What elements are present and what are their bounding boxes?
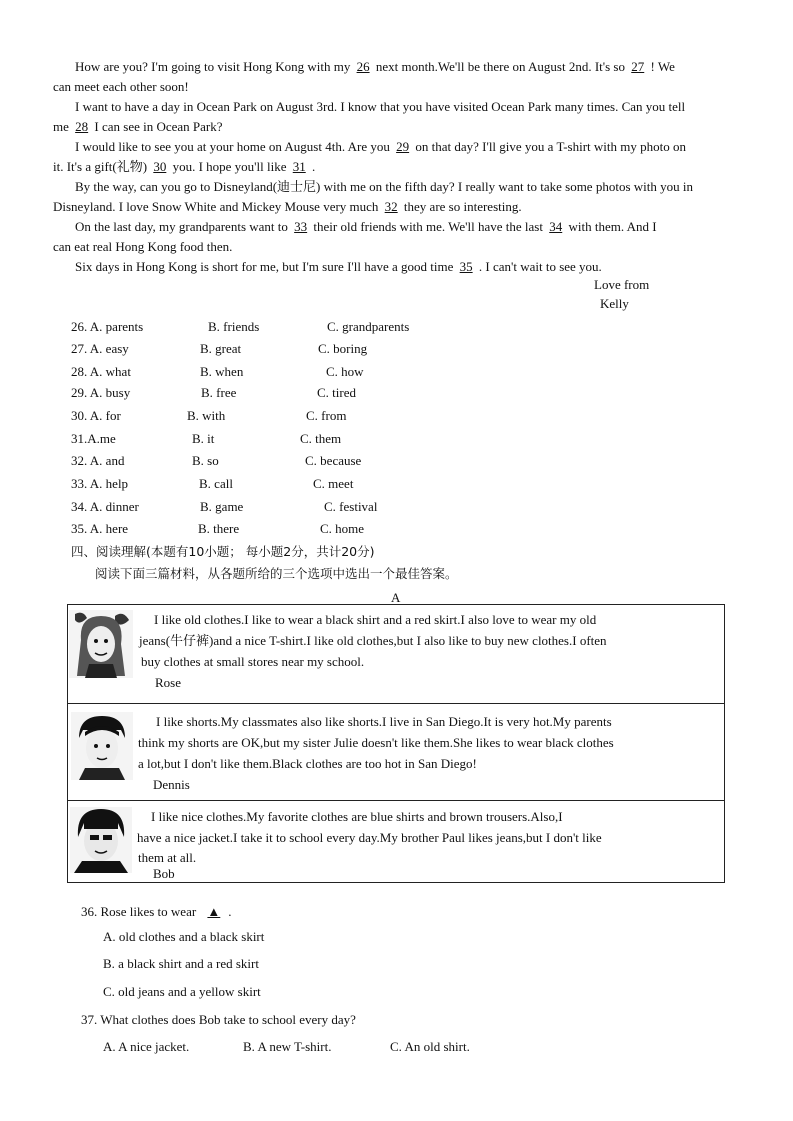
option-b: B. free	[201, 385, 237, 400]
option-b: B. with	[187, 408, 226, 423]
blank-30: 30	[153, 159, 167, 174]
option-c: C. because	[305, 453, 362, 468]
blank-26: 26	[356, 59, 370, 74]
option-c: C. boring	[318, 341, 368, 356]
text: it. It's a gift(礼物)	[53, 159, 148, 174]
text: I would like to see you at your home on August 4th. Are you	[75, 139, 390, 154]
table-row	[68, 800, 724, 884]
option-b: B. it	[192, 431, 215, 446]
text: .	[311, 159, 316, 174]
text: I want to have a day in Ocean Park on August 3rd. I know that you have visited Ocean Park many times. Can you tell	[75, 99, 686, 114]
person-name: Bob	[153, 866, 175, 881]
text: can meet each other soon!	[53, 79, 189, 94]
text: you. I hope you'll like	[172, 159, 287, 174]
text: their old friends with me. We'll have the last	[313, 219, 543, 234]
question-37: 37. What clothes does Bob take to school every day?	[81, 1012, 356, 1027]
passage-text: I like old clothes.I like to wear a black shirt and a red skirt.I also love to wear my old	[154, 612, 597, 627]
answer-blank: ▲	[207, 904, 221, 919]
option-a: 30. A. for	[71, 408, 121, 423]
option-a: 28. A. what	[71, 364, 131, 379]
text: with them. And I	[568, 219, 657, 234]
option-b: B. there	[198, 521, 240, 536]
cloze-paragraph-6	[53, 257, 741, 277]
blank-33: 33	[294, 219, 308, 234]
option-a: 26. A. parents	[71, 319, 144, 334]
avatar	[70, 807, 132, 873]
text: On the last day, my grandparents want to	[75, 219, 288, 234]
avatar	[71, 712, 133, 780]
text: next month.We'll be there on August 2nd. It's so	[375, 59, 625, 74]
option-b: B. a black shirt and a red skirt	[103, 956, 259, 971]
text: By the way, can you go to Disneyland(迪士尼) with me on the fifth day? I really want to take some photos with you in	[75, 179, 693, 194]
option-a: 27. A. easy	[71, 341, 129, 356]
blank-31: 31	[292, 159, 306, 174]
option-a: 35. A. here	[71, 521, 129, 536]
option-c: C. festival	[324, 499, 378, 514]
text: Disneyland. I love Snow White and Mickey Mouse very much	[53, 199, 379, 214]
blank-34: 34	[549, 219, 563, 234]
option-a: 33. A. help	[71, 476, 129, 491]
text: they are so interesting.	[403, 199, 522, 214]
cloze-paragraph-1	[53, 57, 741, 97]
blank-32: 32	[384, 199, 398, 214]
passage-text: I like shorts.My classmates also like shorts.I live in San Diego.It is very hot.My parents	[156, 714, 612, 729]
text: Six days in Hong Kong is short for me, but I'm sure I'll have a good time	[75, 259, 454, 274]
blank-28: 28	[75, 119, 89, 134]
option-c: C. home	[320, 521, 365, 536]
option-b: B. game	[200, 499, 244, 514]
option-c: C. meet	[313, 476, 354, 491]
cloze-paragraph-4	[53, 177, 741, 217]
blank-27: 27	[631, 59, 645, 74]
letter-closing: Love from	[594, 277, 650, 292]
option-a: 32. A. and	[71, 453, 125, 468]
question-36	[81, 904, 232, 920]
option-c: C. tired	[317, 385, 356, 400]
text: How are you? I'm going to visit Hong Kong with my	[75, 59, 351, 74]
letter-signature: Kelly	[600, 296, 629, 311]
passage-label: A	[391, 590, 401, 605]
passage-text: jeans(牛仔裤)and a nice T-shirt.I like old clothes,but I also like to buy new clothes.I often	[139, 633, 607, 648]
option-b: B. when	[200, 364, 244, 379]
option-c: C. old jeans and a yellow skirt	[103, 984, 261, 999]
option-a: A. old clothes and a black skirt	[103, 929, 265, 944]
option-a: 31.A.me	[71, 431, 116, 446]
option-c: C. how	[326, 364, 364, 379]
option-b: B. friends	[208, 319, 260, 334]
option-c: C. from	[306, 408, 347, 423]
person-name: Rose	[155, 675, 181, 690]
cloze-paragraph-3	[53, 137, 741, 177]
passage-text: think my shorts are OK,but my sister Julie doesn't like them.She likes to wear black clothes	[138, 735, 614, 750]
passage-text: have a nice jacket.I take it to school every day.My brother Paul likes jeans,but I don't like	[137, 830, 602, 845]
option-c: C. An old shirt.	[390, 1039, 470, 1054]
passage-text: buy clothes at small stores near my school.	[141, 654, 365, 669]
option-b: B. A new T-shirt.	[243, 1039, 332, 1054]
section-instruction: 阅读下面三篇材料，从各题所给的三个选项中选出一个最佳答案。	[95, 566, 458, 581]
text: .	[228, 904, 232, 919]
blank-35: 35	[459, 259, 473, 274]
cloze-paragraph-5	[53, 217, 741, 257]
option-b: B. great	[200, 341, 242, 356]
text: on that day? I'll give you a T-shirt with my photo on	[415, 139, 686, 154]
table-row	[68, 605, 724, 703]
option-a: 34. A. dinner	[71, 499, 139, 514]
cloze-paragraph-2	[53, 97, 741, 137]
text: . I can't wait to see you.	[478, 259, 602, 274]
avatar	[69, 610, 133, 678]
passage-table	[67, 604, 725, 883]
option-a: 29. A. busy	[71, 385, 131, 400]
option-c: C. grandparents	[327, 319, 410, 334]
text: can eat real Hong Kong food then.	[53, 239, 233, 254]
person-name: Dennis	[153, 777, 190, 792]
passage-text: a lot,but I don't like them.Black clothes are too hot in San Diego!	[138, 756, 477, 771]
passage-text: them at all.	[138, 850, 197, 865]
option-a: A. A nice jacket.	[103, 1039, 190, 1054]
blank-29: 29	[396, 139, 410, 154]
passage-text: I like nice clothes.My favorite clothes are blue shirts and brown trousers.Also,I	[151, 809, 563, 824]
option-b: B. so	[192, 453, 219, 468]
text: me	[53, 119, 69, 134]
question-stem: 36. Rose likes to wear	[81, 904, 197, 919]
option-b: B. call	[199, 476, 233, 491]
table-row	[68, 703, 724, 800]
text: ! We	[650, 59, 675, 74]
section-heading: 四、阅读理解(本题有10小题； 每小题2分，共计20分)	[71, 544, 375, 559]
text: I can see in Ocean Park?	[94, 119, 223, 134]
option-c: C. them	[300, 431, 342, 446]
